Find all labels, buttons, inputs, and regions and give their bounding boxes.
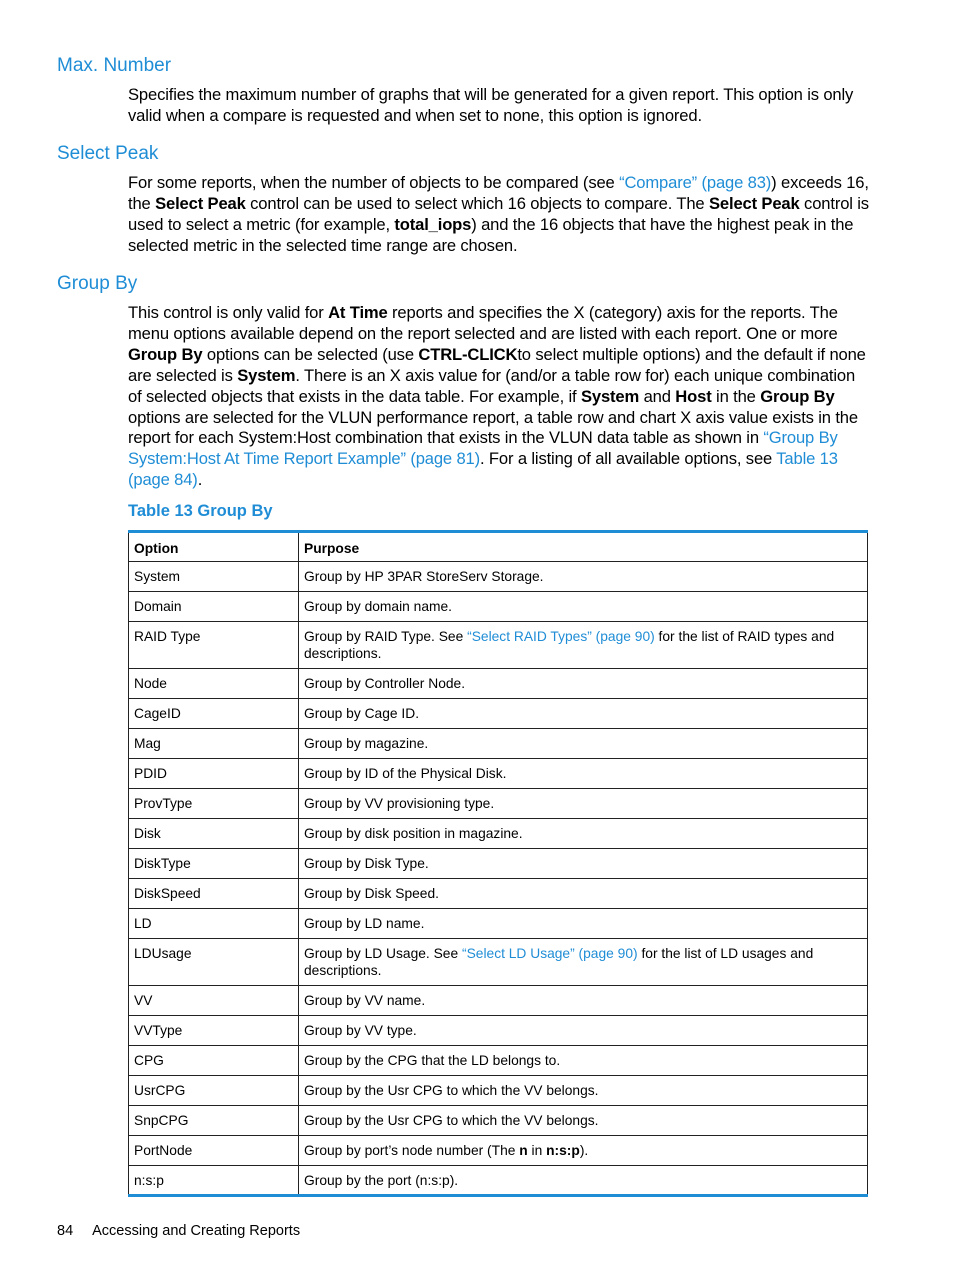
table-row [129,622,868,669]
option-cell: CPG [129,1046,299,1076]
page-number: 84 [57,1223,74,1239]
text-run: reports and specifies the X (category) axis for the reports. The menu options available depend on the report selected and are listed with each report. One or more [128,303,838,343]
text-run: ). [579,1143,589,1158]
table-row [129,1016,868,1046]
bold-term: Group By [760,386,835,406]
text-run: options can be selected (use [202,344,419,364]
option-cell: Domain [129,592,299,622]
text-run: ) exceeds 16, the [128,173,869,213]
cross-reference-link[interactable]: “Select LD Usage” (page 90) [461,946,638,961]
purpose-cell: Group by the Usr CPG to which the VV belongs. [299,1106,868,1136]
option-cell: Disk [129,819,299,849]
purpose-cell: Group by Disk Type. [299,849,868,879]
text-run: options are selected for the VLUN performance report, a table row and chart X axis value exists in the report for each System:Host combination that exists in the VLUN data table as shown in [128,407,858,448]
table-row [129,789,868,819]
option-cell: CageID [129,699,299,729]
purpose-cell: Group by Controller Node. [299,669,868,699]
option-cell: PDID [129,759,299,789]
purpose-cell: Group by Disk Speed. [299,879,868,909]
table-row [129,909,868,939]
text-run: . There is an X axis value for (and/or a table row for) each unique combination of selected objects that exists in the data table. For example, if [128,365,856,406]
purpose-cell: Group by Cage ID. [299,699,868,729]
table-row [129,879,868,909]
purpose-cell: Group by VV name. [299,986,868,1016]
heading-group-by: Group By [57,273,138,294]
option-cell: SnpCPG [129,1106,299,1136]
table-row [129,592,868,622]
group-by-paragraph [128,303,870,491]
table-row [129,1136,868,1166]
option-cell: ProvType [129,789,299,819]
text-run: . For a listing of all available options, see [480,449,777,469]
purpose-cell: Group by disk position in magazine. [299,819,868,849]
option-cell: Mag [129,729,299,759]
table-row [129,819,868,849]
bold-term: n:s:p [546,1143,580,1158]
option-cell: System [129,562,299,592]
table-row [129,759,868,789]
text-run: control can be used to select which 16 objects to compare. The [245,193,709,213]
text-run: to select multiple options) and the default if none are selected is [128,344,866,385]
option-cell: DiskType [129,849,299,879]
bold-term: At Time [328,303,388,322]
table-row [129,1076,868,1106]
group-by-table [128,530,868,1197]
text-run: For some reports, when the number of objects to be compared (see [128,173,620,192]
table-row [129,1106,868,1136]
table-13-link[interactable]: Table 13 (page 84) [128,449,838,490]
table-row [129,986,868,1016]
text-run: in [527,1143,547,1158]
group-by-example-link[interactable]: “Group By System:Host At Time Report Example” (page 81) [128,428,838,469]
option-cell: LDUsage [129,939,299,986]
table-caption: Table 13 Group By [128,502,273,520]
chapter-title: Accessing and Creating Reports [92,1223,301,1239]
table-row [129,849,868,879]
bold-term: Select Peak [155,193,246,213]
purpose-cell [299,939,868,986]
bold-term: Group By [128,344,203,364]
table-row [129,1166,868,1196]
option-cell: PortNode [129,1136,299,1166]
select-peak-paragraph [128,173,870,257]
text-run: Group by RAID Type. See [304,629,468,644]
option-cell: LD [129,909,299,939]
text-run: and [639,386,676,406]
option-cell: n:s:p [129,1166,299,1196]
column-header-purpose: Purpose [299,532,868,562]
cross-reference-link[interactable]: “Select RAID Types” (page 90) [467,629,655,644]
purpose-cell: Group by domain name. [299,592,868,622]
option-cell: VV [129,986,299,1016]
text-run: for the list of LD usages and descriptions. [304,946,814,978]
bold-term: Host [675,386,712,406]
purpose-cell: Group by ID of the Physical Disk. [299,759,868,789]
table-row [129,699,868,729]
table-row [129,669,868,699]
option-cell: RAID Type [129,622,299,669]
text-run: in the [711,386,761,406]
purpose-cell: Group by LD name. [299,909,868,939]
table-header-row [129,532,868,562]
purpose-cell: Group by VV provisioning type. [299,789,868,819]
page-footer [57,1222,300,1240]
option-cell: Node [129,669,299,699]
purpose-cell [299,622,868,669]
table-row [129,1046,868,1076]
purpose-cell [299,1136,868,1166]
table-row [129,939,868,986]
purpose-cell: Group by HP 3PAR StoreServ Storage. [299,562,868,592]
table-row [129,729,868,759]
purpose-cell: Group by the CPG that the LD belongs to. [299,1046,868,1076]
option-cell: UsrCPG [129,1076,299,1106]
option-cell: VVType [129,1016,299,1046]
bold-term: System [580,386,640,406]
bold-term: Select Peak [708,193,800,213]
bold-term: total_iops [394,214,472,234]
purpose-cell: Group by the port (n:s:p). [299,1166,868,1196]
bold-term: n [519,1143,528,1158]
text-run: . [197,470,203,490]
column-header-option: Option [129,532,299,562]
table-row [129,562,868,592]
max-number-paragraph: Specifies the maximum number of graphs that will be generated for a given report. This option is only valid when a compare is requested and when set to none, this option is ignored. [128,85,854,125]
bold-term: CTRL-CLICK [418,344,518,364]
heading-select-peak: Select Peak [57,143,159,164]
bold-term: System [237,365,296,385]
text-run: ) and the 16 objects that have the highest peak in the selected metric in the selected time range are chosen. [128,214,854,255]
text-run: control is used to select a metric (for example, [128,193,869,234]
heading-max-number: Max. Number [57,55,172,76]
text-run: Group by LD Usage. See [304,946,462,961]
compare-link[interactable]: “Compare” (page 83) [619,173,772,192]
option-cell: DiskSpeed [129,879,299,909]
purpose-cell: Group by VV type. [299,1016,868,1046]
text-run: for the list of RAID types and descriptions. [304,629,835,661]
purpose-cell: Group by magazine. [299,729,868,759]
text-run: Group by port’s node number (The [304,1143,520,1158]
purpose-cell: Group by the Usr CPG to which the VV belongs. [299,1076,868,1106]
text-run: This control is only valid for [128,303,329,322]
